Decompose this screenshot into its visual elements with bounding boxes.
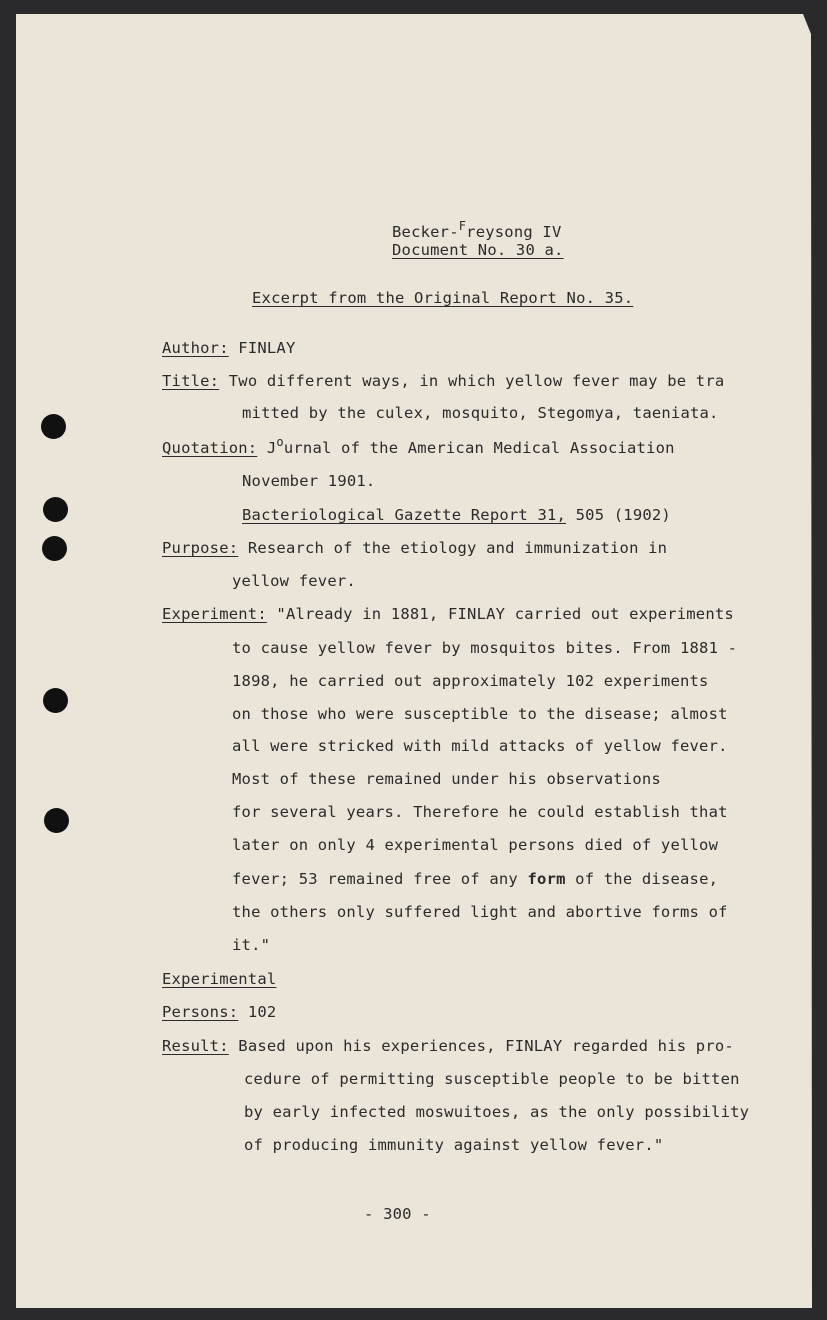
document-number: Document No. 30 a. bbox=[392, 241, 564, 259]
experiment-line9-bold: form bbox=[527, 870, 566, 888]
experiment-label: Experiment: bbox=[162, 605, 267, 623]
purpose-text-line2: yellow fever. bbox=[232, 572, 356, 590]
experiment-text-line9 bbox=[232, 869, 718, 889]
excerpt-heading: Excerpt from the Original Report No. 35. bbox=[252, 289, 634, 307]
author-line bbox=[162, 338, 295, 358]
quotation-line1 bbox=[162, 435, 675, 459]
purpose-label: Purpose: bbox=[162, 539, 239, 557]
experiment-text-line10: the others only suffered light and abortive forms of bbox=[232, 903, 728, 921]
persons-label: Persons: bbox=[162, 1003, 239, 1021]
title-label: Title: bbox=[162, 372, 220, 390]
title-line1 bbox=[162, 371, 724, 391]
experiment-line9-post: of the disease, bbox=[565, 870, 719, 888]
quotation-text-post: urnal of the American Medical Association bbox=[283, 439, 675, 457]
punch-hole bbox=[42, 536, 67, 561]
persons-value: 102 bbox=[247, 1003, 277, 1021]
punch-hole bbox=[41, 414, 66, 439]
result-label: Result: bbox=[162, 1037, 229, 1055]
purpose-text-line1: Research of the etiology and immunization in bbox=[247, 539, 668, 557]
experiment-text-line6: Most of these remained under his observations bbox=[232, 770, 661, 788]
experiment-text-line11: it." bbox=[232, 936, 271, 954]
purpose-line1 bbox=[162, 538, 667, 558]
experiment-text-line4: on those who were susceptible to the disease; almost bbox=[232, 705, 728, 723]
punch-hole bbox=[43, 688, 68, 713]
experiment-text-line3: 1898, he carried out approximately 102 experiments bbox=[232, 672, 709, 690]
quotation-text-pre: J bbox=[266, 439, 277, 457]
quotation-line2: November 1901. bbox=[242, 472, 376, 490]
result-text-line2: cedure of permitting susceptible people to be bitten bbox=[244, 1070, 740, 1088]
punch-hole bbox=[43, 497, 68, 522]
experiment-line1 bbox=[162, 604, 734, 624]
quotation-source: Bacteriological Gazette Report 31, bbox=[242, 506, 567, 524]
experiment-text-line1: "Already in 1881, FINLAY carried out experiments bbox=[276, 605, 734, 623]
experiment-text-line2: to cause yellow fever by mosquitos bites. From 1881 - bbox=[232, 639, 738, 657]
experiment-line9-pre: fever; 53 remained free of any bbox=[232, 870, 528, 888]
experiment-text-line7: for several years. Therefore he could establish that bbox=[232, 803, 728, 821]
document-id-line1-sup: F bbox=[458, 219, 467, 233]
document-id-line1-post: reysong IV bbox=[466, 223, 562, 241]
persons-line bbox=[162, 1002, 276, 1022]
page-number: - 300 - bbox=[364, 1205, 431, 1223]
quotation-text-sup: o bbox=[276, 435, 284, 449]
experiment-text-line8: later on only 4 experimental persons died of yellow bbox=[232, 836, 719, 854]
result-text-line4: of producing immunity against yellow fever." bbox=[244, 1136, 664, 1154]
quotation-label: Quotation: bbox=[162, 439, 258, 457]
result-text-line1: Based upon his experiences, FINLAY regarded his pro- bbox=[238, 1037, 734, 1055]
quotation-source-pages: 505 (1902) bbox=[575, 506, 671, 524]
result-line1 bbox=[162, 1036, 734, 1056]
title-text-line1: Two different ways, in which yellow fever may be tra bbox=[228, 372, 725, 390]
punch-hole bbox=[44, 808, 69, 833]
title-text-line2: mitted by the culex, mosquito, Stegomya, taeniata. bbox=[242, 404, 719, 422]
experimental-label: Experimental bbox=[162, 970, 277, 988]
author-value: FINLAY bbox=[238, 339, 296, 357]
author-label: Author: bbox=[162, 339, 229, 357]
experiment-text-line5: all were stricked with mild attacks of yellow fever. bbox=[232, 737, 728, 755]
quotation-line3 bbox=[242, 505, 671, 525]
document-id-line1-pre: Becker- bbox=[392, 223, 459, 241]
result-text-line3: by early infected moswuitoes, as the only possibility bbox=[244, 1103, 750, 1121]
